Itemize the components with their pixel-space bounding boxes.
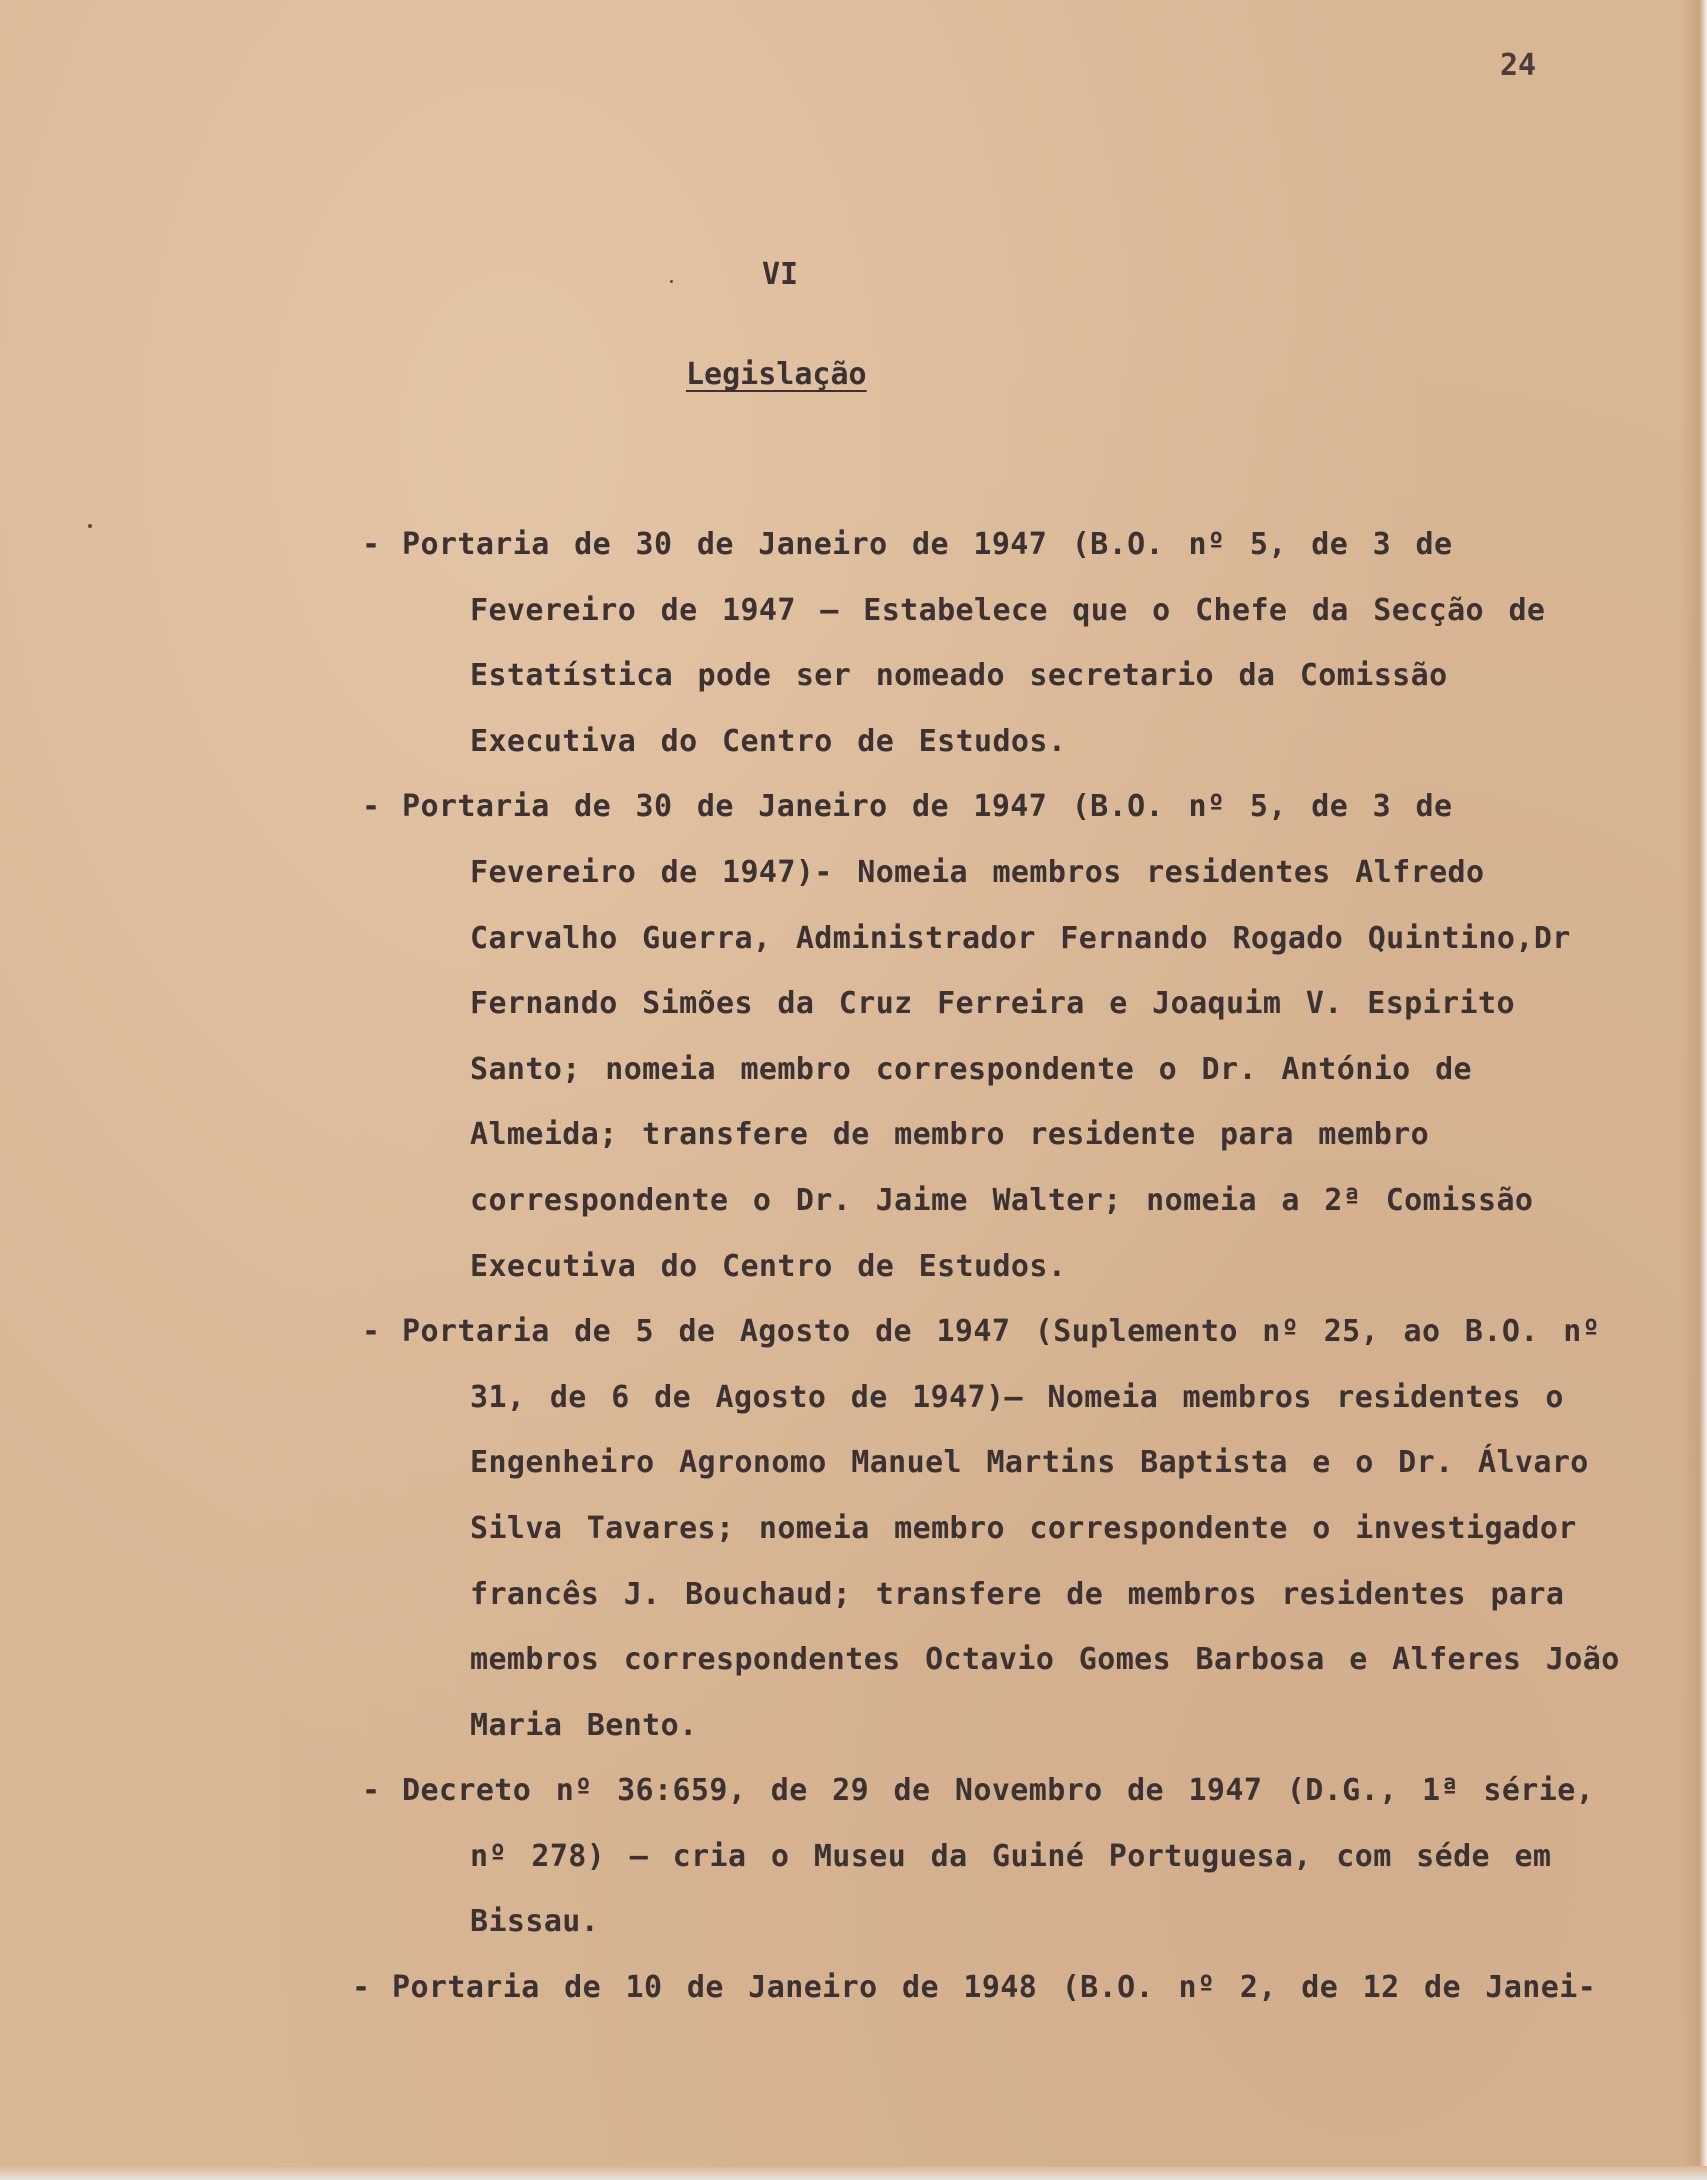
entry-bullet: -	[362, 1773, 381, 1809]
legislation-list	[352, 512, 1632, 2021]
legislation-entry	[362, 1299, 1632, 1758]
paper-speck	[670, 280, 673, 283]
section-number: VI	[762, 257, 799, 292]
entry-text: Portaria de 5 de Agosto de 1947 (Suplemento nº 25, ao B.O. nº 31, de 6 de Agosto de 1947)— Nomeia membros residentes o Engenheiro Agronomo Manuel Martins Baptista e o Dr. Álvaro Silva Tavares; nomeia membro correspondente o investigador francês J. Bouchaud; transfere de membros residentes para membros correspondentes Octavio Gomes Barbosa e Alferes João Maria Bento.	[402, 1314, 1620, 1743]
entry-text: Portaria de 30 de Janeiro de 1947 (B.O. nº 5, de 3 de Fevereiro de 1947 — Estabelece que o Chefe da Secção de Estatística pode ser nomeado secretario da Comissão Executiva do Centro de Estudos.	[402, 527, 1546, 759]
entry-text: Portaria de 10 de Janeiro de 1948 (B.O. nº 2, de 12 de Janei-	[392, 1970, 1597, 2006]
legislation-entry	[362, 774, 1632, 1299]
paper-speck	[88, 524, 92, 528]
entry-bullet: -	[362, 527, 381, 562]
page-edge-shadow	[1681, 0, 1707, 2180]
legislation-entry	[362, 1758, 1632, 1955]
entry-text: Portaria de 30 de Janeiro de 1947 (B.O. nº 5, de 3 de Fevereiro de 1947)- Nomeia membros residentes Alfredo Carvalho Guerra, Administrador Fernando Rogado Quintino,Dr Fernando Simões da Cruz Ferreira e Joaquim V. Espirito Santo; nomeia membro correspondente o Dr. António de Almeida; transfere de membro residente para membro correspondente o Dr. Jaime Walter; nomeia a 2ª Comissão Executiva do Centro de Estudos.	[402, 789, 1571, 1284]
entry-bullet: -	[362, 789, 381, 825]
entry-text: Decreto nº 36:659, de 29 de Novembro de 1947 (D.G., 1ª série, nº 278) — cria o Museu da Guiné Portuguesa, com séde em Bissau.	[402, 1773, 1595, 1940]
page-bottom-edge	[0, 2166, 1707, 2180]
section-title: Legislação	[686, 357, 867, 392]
entry-bullet: -	[352, 1970, 371, 2006]
entry-bullet: -	[362, 1314, 381, 1350]
legislation-entry	[362, 512, 1632, 774]
legislation-entry	[352, 1955, 1632, 2021]
page-number: 24	[1500, 48, 1537, 83]
